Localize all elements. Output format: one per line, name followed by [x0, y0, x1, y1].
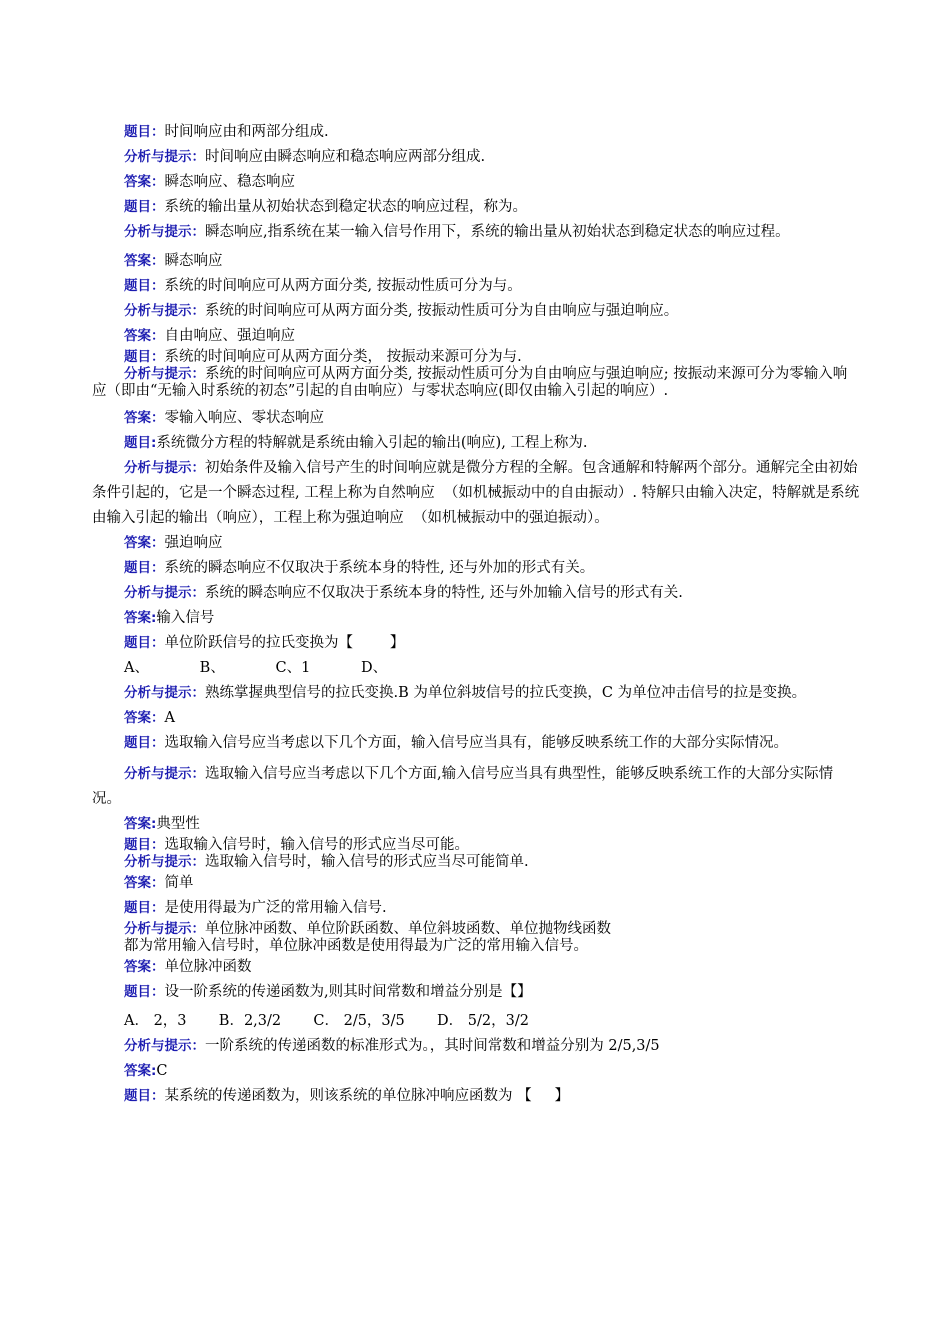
analysis-text: 系统的瞬态响应不仅取决于系统本身的特性, 还与外加输入信号的形式有关. [205, 585, 683, 601]
analysis-paragraph [92, 681, 860, 706]
answer-label: 答案： [124, 710, 165, 726]
question-paragraph [92, 896, 860, 921]
answer-label: 答案： [124, 174, 165, 190]
analysis-paragraph [92, 762, 860, 812]
answer-paragraph [92, 812, 860, 837]
analysis-label: 分析与提示： [124, 303, 205, 319]
question-label: 题目： [124, 124, 165, 140]
question-paragraph [92, 274, 860, 299]
analysis-label: 分析与提示： [124, 921, 205, 937]
analysis-text: 一阶系统的传递函数的标准形式为。，其时间常数和增益分别为 2/5,3/5 [205, 1038, 660, 1054]
answer-text: 简单 [164, 875, 194, 891]
options-line: A、 B、 C、1 D、 [124, 660, 388, 676]
question-label: 题目： [124, 900, 165, 916]
question-label: 题目： [124, 278, 165, 294]
question-paragraph [92, 980, 860, 1005]
question-text: 单位阶跃信号的拉氏变换为【 】 [164, 635, 405, 651]
answer-label: 答案： [124, 410, 165, 426]
answer-text: C [156, 1063, 168, 1079]
question-paragraph [92, 731, 860, 756]
analysis-label: 分析与提示： [124, 366, 205, 382]
answer-label: 答案: [124, 1063, 157, 1079]
question-text: 系统的输出量从初始状态到稳定状态的响应过程，称为。 [164, 199, 527, 215]
analysis-text: 熟练掌握典型信号的拉氏变换.B 为单位斜坡信号的拉氏变换，C 为单位冲击信号的拉是变换。 [205, 685, 807, 701]
analysis-text: 单位脉冲函数、单位阶跃函数、单位斜坡函数、单位抛物线函数 [205, 921, 611, 937]
answer-text: 典型性 [156, 816, 200, 832]
analysis-text: 选取输入信号时，输入信号的形式应当尽可能简单. [205, 854, 529, 870]
question-label: 题目： [124, 984, 165, 1000]
question-label: 题目: [124, 435, 157, 451]
analysis-paragraph [92, 366, 860, 400]
question-paragraph [92, 1084, 860, 1109]
answer-text: 自由响应、强迫响应 [164, 328, 295, 344]
analysis-paragraph [92, 456, 860, 531]
document-page [92, 120, 860, 1109]
question-paragraph [92, 431, 860, 456]
question-label: 题目： [124, 735, 165, 751]
analysis-paragraph [92, 581, 860, 606]
question-paragraph [92, 837, 860, 854]
analysis-paragraph [92, 921, 860, 938]
analysis-label: 分析与提示： [124, 224, 205, 240]
question-text: 设一阶系统的传递函数为,则其时间常数和增益分别是【】 [164, 984, 532, 1000]
answer-text: 输入信号 [156, 610, 215, 626]
question-text: 选取输入信号应当考虑以下几个方面，输入信号应当具有，能够反映系统工作的大部分实际情况。 [164, 735, 788, 751]
question-text: 某系统的传递函数为，则该系统的单位脉冲响应函数为 【 】 [164, 1088, 570, 1104]
answer-text: 强迫响应 [164, 535, 223, 551]
answer-paragraph [92, 1059, 860, 1084]
answer-paragraph [92, 170, 860, 195]
question-paragraph [92, 195, 860, 220]
question-text: 时间响应由和两部分组成. [164, 124, 329, 140]
analysis-label: 分析与提示： [124, 149, 205, 165]
analysis-label: 分析与提示： [124, 766, 205, 782]
question-paragraph [92, 556, 860, 581]
answer-text: A [164, 710, 175, 726]
analysis-label: 分析与提示： [124, 854, 205, 870]
answer-paragraph [92, 871, 860, 896]
options-line: A． 2，3 B．2,3/2 C． 2/5，3/5 D． 5/2，3/2 [124, 1013, 529, 1029]
analysis-label: 分析与提示： [124, 685, 205, 701]
answer-paragraph [92, 706, 860, 731]
question-label: 题目： [124, 560, 165, 576]
answer-label: 答案: [124, 610, 157, 626]
answer-paragraph [92, 249, 860, 274]
analysis-continuation: 都为常用输入信号时，单位脉冲函数是使用得最为广泛的常用输入信号。 [124, 938, 588, 954]
analysis-text: 系统的时间响应可从两方面分类, 按振动性质可分为自由响应与强迫响应。 [205, 303, 679, 319]
analysis-paragraph [92, 220, 860, 245]
analysis-text: 初始条件及输入信号产生的时间响应就是微分方程的全解。包含通解和特解两个部分。通解完全由初始条件引起的，它是一个瞬态过程, 工程上称为自然响应 （如机械振动中的自由振动）. 特解只由输入决定，特解就是系统由输入引起的输出（响应），工程上称为强迫响应 （如机械振动中的强迫振动）。 [92, 460, 860, 526]
question-paragraph [92, 631, 860, 656]
question-text: 系统的时间响应可从两方面分类, 按振动性质可分为与。 [164, 278, 522, 294]
analysis-text: 选取输入信号应当考虑以下几个方面,输入信号应当具有典型性，能够反映系统工作的大部分实际情况。 [92, 766, 834, 807]
question-label: 题目： [124, 635, 165, 651]
question-text: 选取输入信号时，输入信号的形式应当尽可能。 [164, 837, 469, 853]
answer-paragraph [92, 324, 860, 349]
question-text: 系统微分方程的特解就是系统由输入引起的输出(响应), 工程上称为. [156, 435, 588, 451]
answer-paragraph [92, 606, 860, 631]
answer-text: 瞬态响应 [164, 253, 223, 269]
answer-paragraph [92, 531, 860, 556]
answer-label: 答案： [124, 253, 165, 269]
question-paragraph [92, 120, 860, 145]
question-label: 题目： [124, 1088, 165, 1104]
answer-label: 答案： [124, 875, 165, 891]
question-text: 系统的时间响应可从两方面分类， 按振动来源可分为与. [164, 349, 522, 365]
analysis-text: 系统的时间响应可从两方面分类, 按振动性质可分为自由响应与强迫响应; 按振动来源可分为零输入响应（即由“无输入时系统的初态”引起的自由响应）与零状态响应(即仅由输入引起的响应）. [92, 366, 848, 399]
analysis-paragraph [92, 1034, 860, 1059]
answer-label: 答案: [124, 816, 157, 832]
analysis-text: 时间响应由瞬态响应和稳态响应两部分组成. [205, 149, 486, 165]
analysis-paragraph [92, 145, 860, 170]
question-label: 题目： [124, 837, 165, 853]
answer-paragraph [92, 406, 860, 431]
answer-label: 答案： [124, 959, 165, 975]
answer-text: 单位脉冲函数 [164, 959, 252, 975]
answer-label: 答案： [124, 535, 165, 551]
analysis-label: 分析与提示： [124, 585, 205, 601]
answer-paragraph [92, 955, 860, 980]
analysis-label: 分析与提示： [124, 460, 205, 476]
answer-text: 瞬态响应、稳态响应 [164, 174, 295, 190]
question-label: 题目： [124, 349, 165, 365]
analysis-text: 瞬态响应,指系统在某一输入信号作用下，系统的输出量从初始状态到稳定状态的响应过程。 [205, 224, 790, 240]
question-text: 是使用得最为广泛的常用输入信号. [164, 900, 387, 916]
answer-label: 答案： [124, 328, 165, 344]
analysis-paragraph [92, 854, 860, 871]
analysis-paragraph [92, 299, 860, 324]
question-label: 题目： [124, 199, 165, 215]
analysis-label: 分析与提示： [124, 1038, 205, 1054]
answer-text: 零输入响应、零状态响应 [164, 410, 324, 426]
question-paragraph [92, 349, 860, 366]
question-text: 系统的瞬态响应不仅取决于系统本身的特性, 还与外加的形式有关。 [164, 560, 595, 576]
